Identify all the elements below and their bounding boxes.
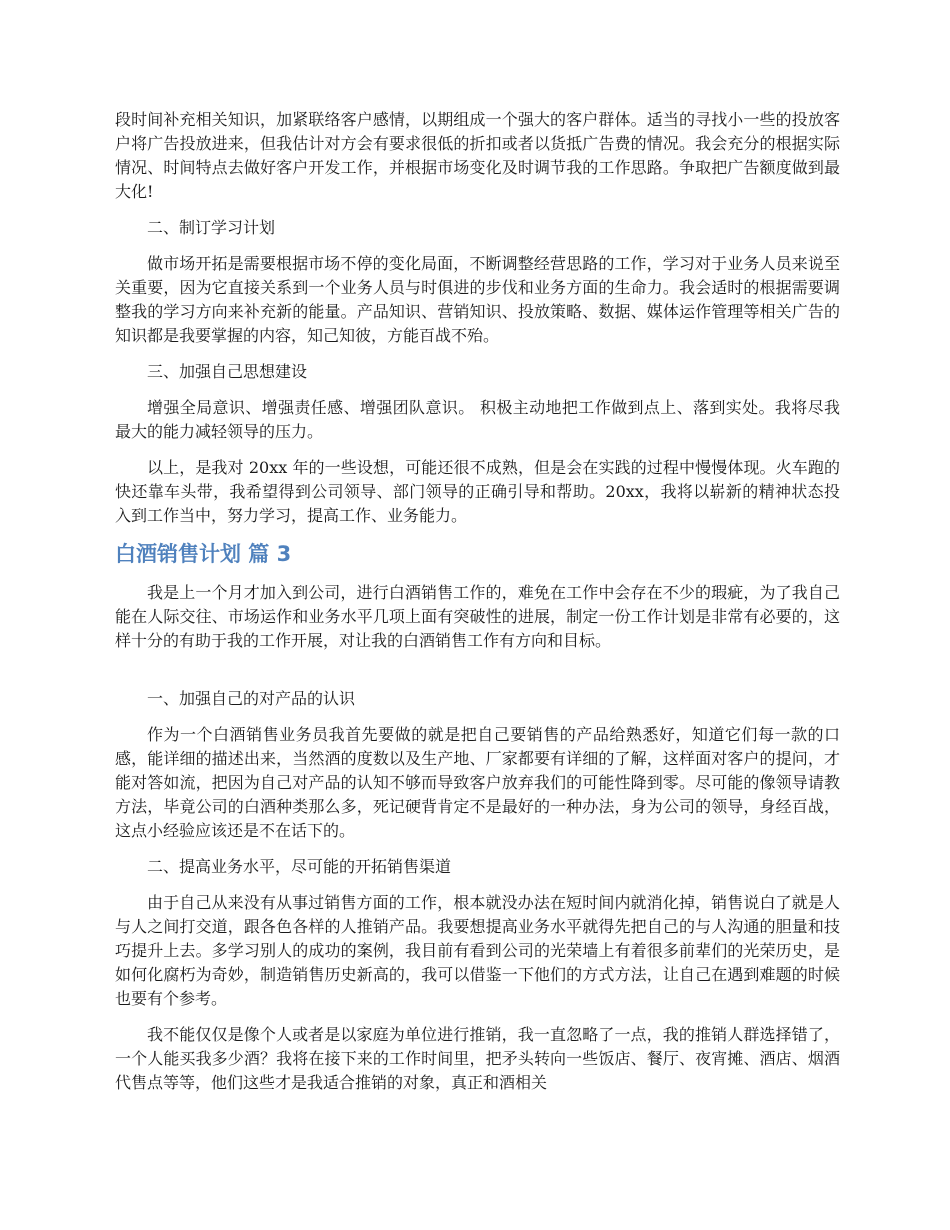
paragraph-sales-channel: 由于自己从来没有从事过销售方面的工作，根本就没办法在短时间内就消化掉，销售说白了就是人与人之间打交道，跟各色各样的人推销产品。我要想提高业务水平就得先把自己的与人沟通的胆量和技巧提升上去。多学习别人的成功的案例，我目前有看到公司的光荣墙上有着很多前辈们的光荣历史，是如何化腐朽为奇妙，制造销售历史新高的，我可以借鉴一下他们的方式方法，让自己在遇到难题的时候也要有个参考。 [115, 893, 840, 1008]
section-heading-3: 白酒销售计划 篇 3 [115, 542, 292, 566]
document-page [115, 108, 840, 1107]
blank-line [115, 665, 840, 687]
paragraph-target-customers: 我不能仅仅是像个人或者是以家庭为单位进行推销，我一直忽略了一点，我的推销人群选择错了，一个人能买我多少酒？我将在接下来的工作时间里，把矛头转向一些饭店、餐厅、夜宵摊、酒店、烟酒代售点等等，他们这些才是我适合推销的对象，真正和酒相关 [115, 1025, 840, 1092]
subheading-study-plan: 二、制订学习计划 [147, 218, 276, 237]
paragraph-closing: 以上，是我对 20xx 年的一些设想，可能还很不成熟，但是会在实践的过程中慢慢体现。火车跑的快还靠车头带，我希望得到公司领导、部门领导的正确引导和帮助。20xx，我将以崭新的精神状态投入到工作当中，努力学习，提高工作、业务能力。 [115, 458, 840, 525]
subheading-sales-channel: 二、提高业务水平，尽可能的开拓销售渠道 [147, 857, 452, 876]
paragraph-product-knowledge: 作为一个白酒销售业务员我首先要做的就是把自己要销售的产品给熟悉好，知道它们每一款的口感，能详细的描述出来，当然酒的度数以及生产地、厂家都要有详细的了解，这样面对客户的提问，才能对答如流，把因为自己对产品的认知不够而导致客户放弃我们的可能性降到零。尽可能的像领导请教方法，毕竟公司的白酒种类那么多，死记硬背肯定不是最好的一种办法，身为公司的领导，身经百战，这点小经验应该还是不在话下的。 [115, 725, 840, 840]
paragraph-intro: 段时间补充相关知识，加紧联络客户感情，以期组成一个强大的客户群体。适当的寻找小一些的投放客户将广告投放进来，但我估计对方会有要求很低的折扣或者以货抵广告费的情况。我会充分的根据实际情况、时间特点去做好客户开发工作，并根据市场变化及时调节我的工作思路。争取把广告额度做到最大化! [115, 110, 840, 201]
subheading-thought-building: 三、加强自己思想建设 [147, 362, 308, 381]
subheading-product-knowledge: 一、加强自己的对产品的认识 [147, 689, 356, 708]
paragraph-study-plan: 做市场开拓是需要根据市场不停的变化局面，不断调整经营思路的工作，学习对于业务人员来说至关重要，因为它直接关系到一个业务人员与时俱进的步伐和业务方面的生命力。我会适时的根据需要调整我的学习方向来补充新的能量。产品知识、营销知识、投放策略、数据、媒体运作管理等相关广告的知识都是我要掌握的内容，知己知彼，方能百战不殆。 [115, 254, 840, 345]
paragraph-thought-building: 增强全局意识、增强责任感、增强团队意识。 积极主动地把工作做到点上、落到实处。我将尽我最大的能力减轻领导的压力。 [115, 398, 840, 441]
paragraph-section3-intro: 我是上一个月才加入到公司，进行白酒销售工作的，难免在工作中会存在不少的瑕疵，为了我自己能在人际交往、市场运作和业务水平几项上面有突破性的进展，制定一份工作计划是非常有必要的，这样十分的有助于我的工作开展，对让我的白酒销售工作有方向和目标。 [115, 583, 840, 650]
